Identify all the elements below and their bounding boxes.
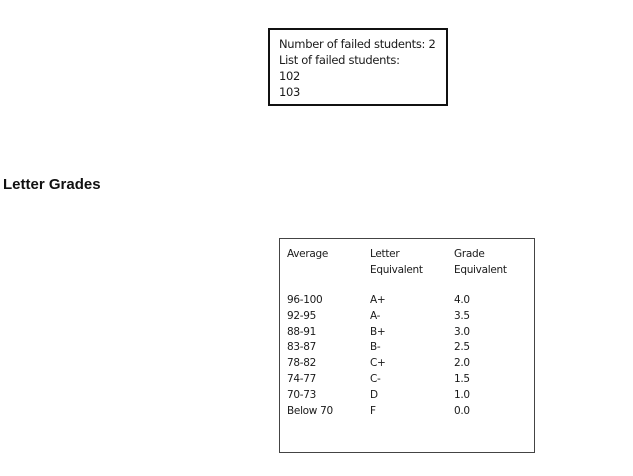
table-cell-letter: A+ xyxy=(370,294,386,306)
table-cell-average: Below 70 xyxy=(287,404,333,417)
table-cell-grade: 2.5 xyxy=(454,341,470,354)
table-cell-average: 70-73 xyxy=(287,388,317,401)
table-cell-grade: 4.0 xyxy=(454,294,470,306)
table-cell-grade: 3.0 xyxy=(454,325,470,338)
table-cell-letter: C+ xyxy=(370,357,386,370)
average-header: Average xyxy=(287,248,329,260)
grade-values xyxy=(454,293,470,419)
table-cell-average: 74-77 xyxy=(287,372,317,385)
grade-header: Grade Equivalent xyxy=(454,248,507,276)
failed-student-id: 103 xyxy=(279,85,301,99)
failed-list-label: List of failed students: xyxy=(279,53,400,67)
table-cell-average: 83-87 xyxy=(287,341,317,354)
table-cell-grade: 1.0 xyxy=(454,388,470,401)
average-values xyxy=(287,293,333,419)
table-cell-grade: 1.5 xyxy=(454,372,470,385)
table-cell-letter: A- xyxy=(370,309,381,322)
table-cell-grade: 3.5 xyxy=(454,309,470,322)
failed-student-id: 102 xyxy=(279,69,301,83)
table-cell-letter: F xyxy=(370,404,376,417)
section-heading: Letter Grades xyxy=(3,176,101,193)
table-cell-grade: 2.0 xyxy=(454,357,470,370)
table-cell-letter: B- xyxy=(370,341,381,354)
table-cell-average: 92-95 xyxy=(287,309,317,322)
table-cell-letter: C- xyxy=(370,372,381,385)
letter-values xyxy=(370,293,386,419)
table-cell-average: 96-100 xyxy=(287,294,323,306)
table-cell-letter: D xyxy=(370,388,378,401)
program-output-box xyxy=(268,28,448,106)
letter-grades-table xyxy=(279,238,535,453)
table-cell-grade: 0.0 xyxy=(454,404,470,417)
letter-header: Letter Equivalent xyxy=(370,248,423,276)
table-cell-letter: B+ xyxy=(370,325,386,338)
table-cell-average: 88-91 xyxy=(287,325,317,338)
table-cell-average: 78-82 xyxy=(287,357,317,370)
failed-count-line: Number of failed students: 2 xyxy=(279,37,436,51)
